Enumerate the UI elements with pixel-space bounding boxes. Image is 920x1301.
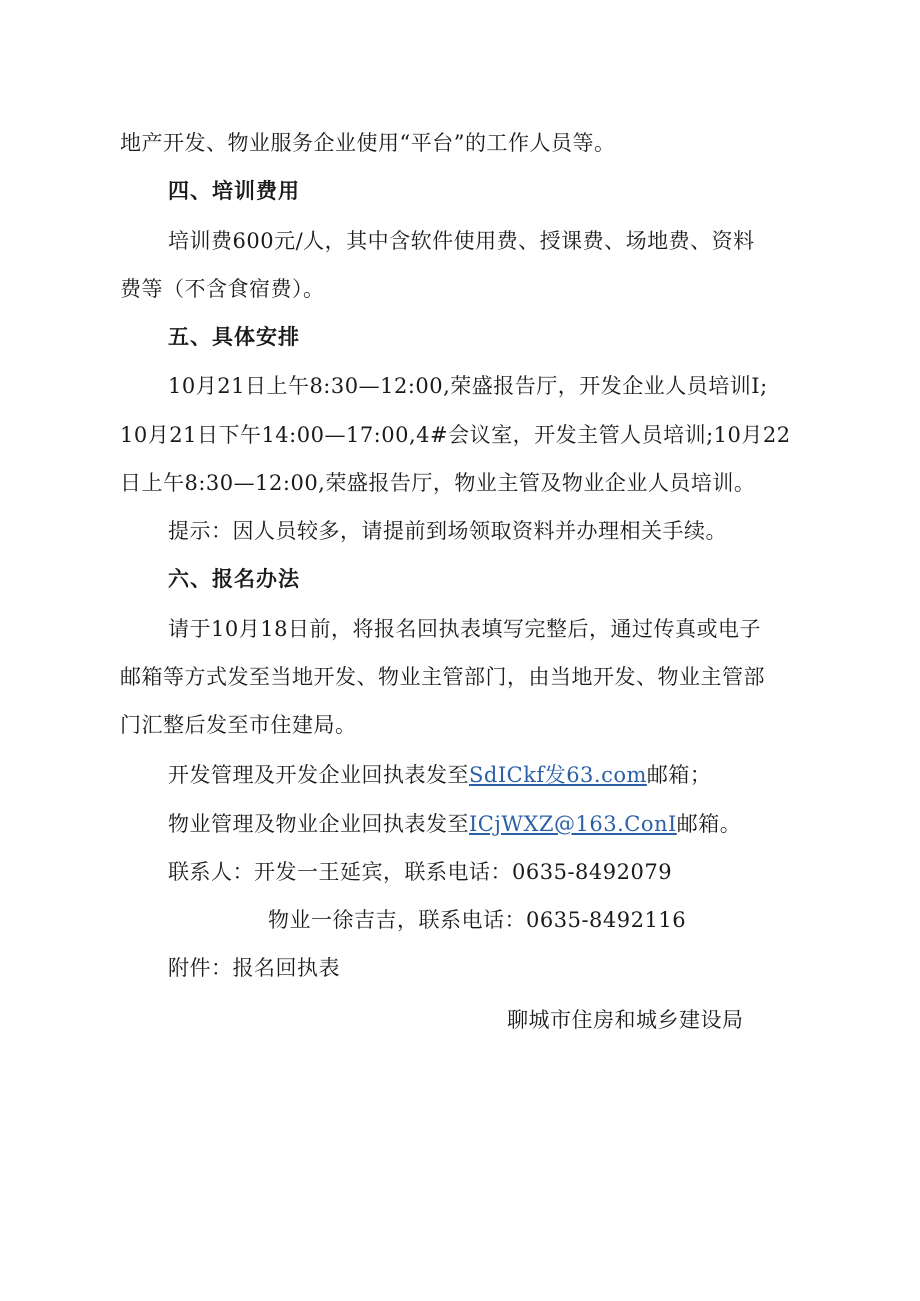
registration-line-3: 门汇整后发至市住建局。 xyxy=(120,713,357,737)
section-heading-fee: 四、培训费用 xyxy=(168,179,300,203)
dev-email-suffix: 邮箱； xyxy=(646,763,712,787)
section-heading-registration: 六、报名办法 xyxy=(168,567,300,591)
attachment-line: 附件：报名回执表 xyxy=(168,956,340,980)
fee-line-1: 培训费600元/人，其中含软件使用费、授课费、场地费、资料 xyxy=(168,229,755,253)
prop-email-link[interactable]: ICjWXZ@163.ConI xyxy=(469,812,677,836)
section-heading-schedule: 五、具体安排 xyxy=(168,325,300,349)
prop-email-line xyxy=(168,809,741,839)
prop-email-prefix: 物业管理及物业企业回执表发至 xyxy=(168,812,469,836)
issuer-signature: 聊城市住房和城乡建设局 xyxy=(507,1008,744,1032)
schedule-line-3: 日上午8:30—12:00,荣盛报告厅，物业主管及物业企业人员培训。 xyxy=(120,471,756,495)
contact-line-1: 联系人：开发一王延宾，联系电话：0635-8492079 xyxy=(168,860,673,884)
intro-line: 地产开发、物业服务企业使用“平台”的工作人员等。 xyxy=(120,131,616,155)
fee-line-2: 费等（不含食宿费）。 xyxy=(120,277,325,301)
dev-email-prefix: 开发管理及开发企业回执表发至 xyxy=(168,763,469,787)
registration-line-1: 请于10月18日前，将报名回执表填写完整后，通过传真或电子 xyxy=(168,617,761,641)
contact-line-2: 物业一徐吉吉，联系电话：0635-8492116 xyxy=(268,908,687,932)
schedule-line-1: 10月21日上午8:30—12:00,荣盛报告厅，开发企业人员培训I; xyxy=(168,374,768,398)
dev-email-line xyxy=(168,760,711,790)
prop-email-suffix: 邮箱。 xyxy=(676,812,742,836)
registration-line-2: 邮箱等方式发至当地开发、物业主管部门，由当地开发、物业主管部 xyxy=(120,665,765,689)
dev-email-link[interactable]: SdICkf发63.com xyxy=(469,763,647,787)
tip-line: 提示：因人员较多，请提前到场领取资料并办理相关手续。 xyxy=(168,519,727,543)
schedule-line-2: 10月21日下午14:00—17:00,4#会议室，开发主管人员培训;10月22 xyxy=(120,423,791,447)
